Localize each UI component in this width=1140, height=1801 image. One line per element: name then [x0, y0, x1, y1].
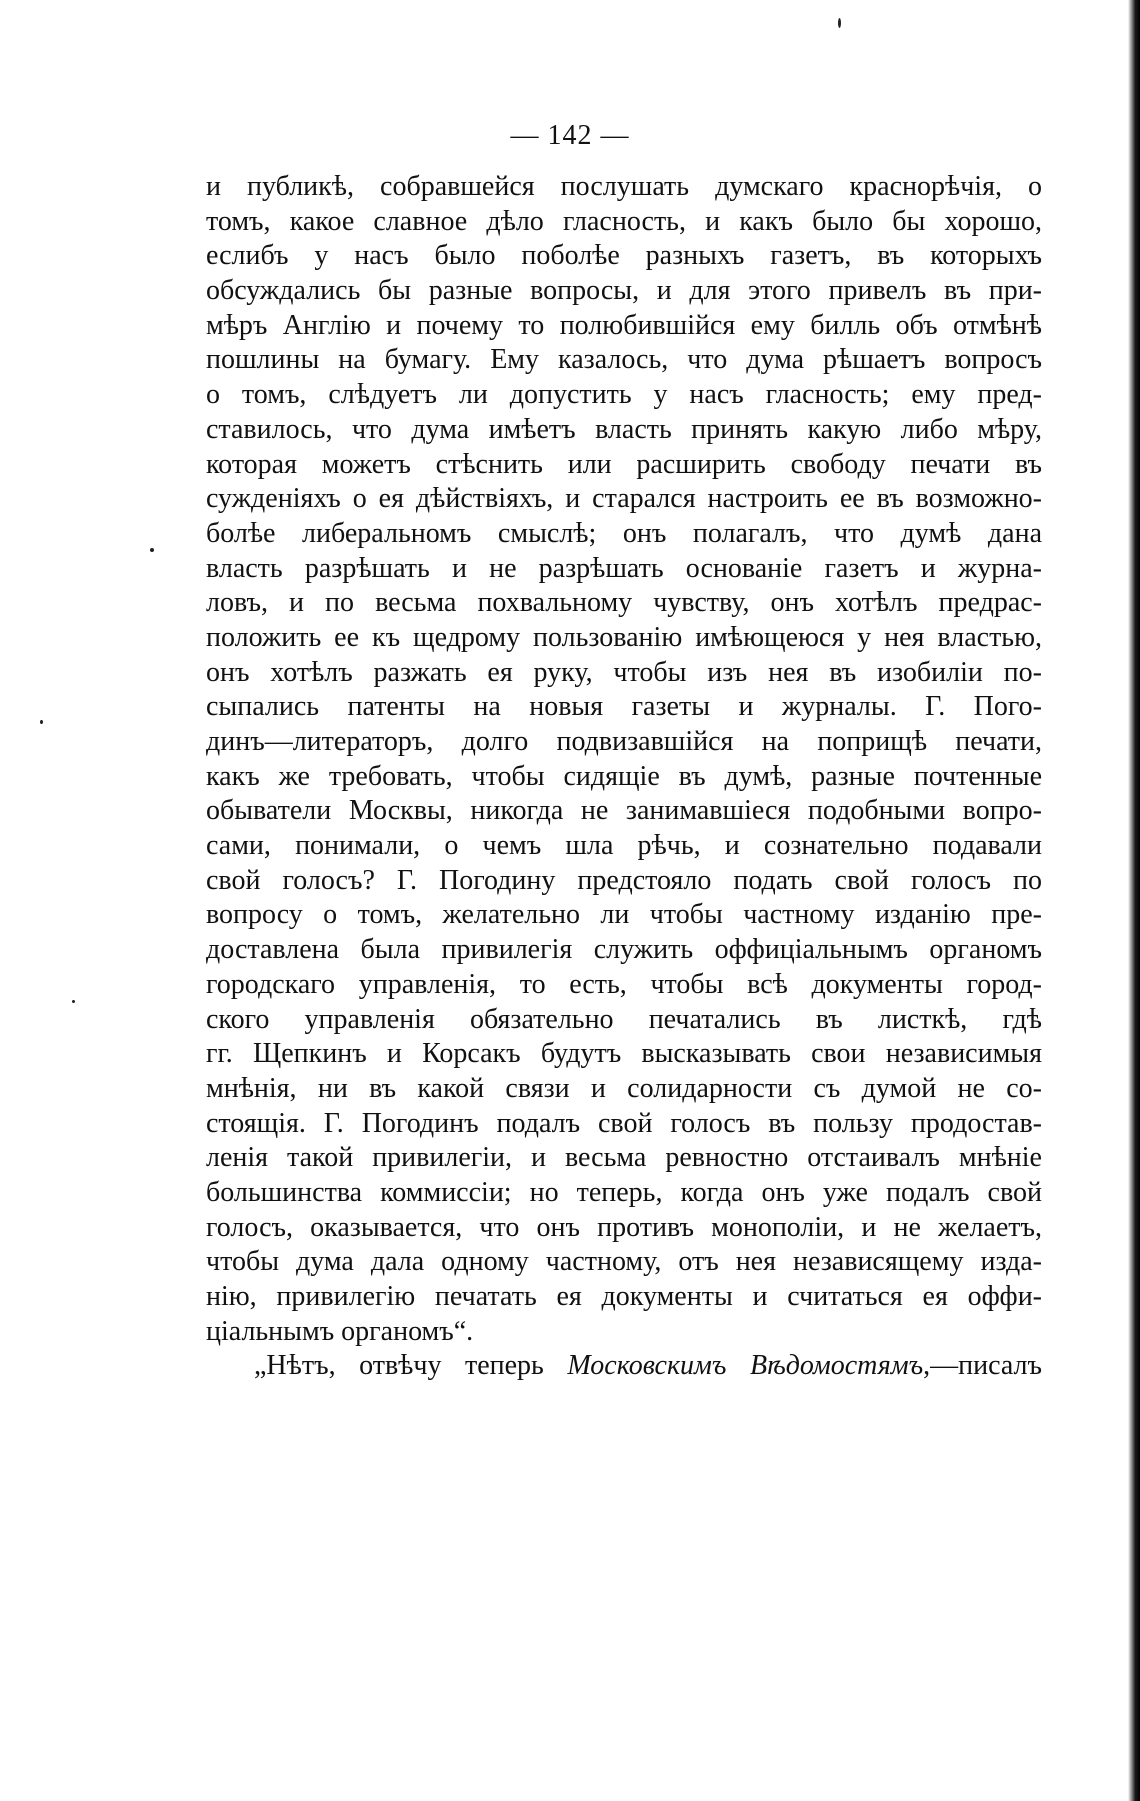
text-line: болѣе либеральномъ смыслѣ; онъ полагалъ, что думѣ дана	[206, 517, 1042, 549]
text-line: доставлена была привилегія служить оффиціальнымъ органомъ	[206, 934, 1042, 966]
text-line: власть разрѣшать и не разрѣшать основаніе газетъ и журна-	[206, 552, 1042, 584]
newspaper-title: Московскимъ Вѣдомостямъ	[567, 1350, 924, 1382]
text-line: ціальнымъ органомъ“.	[206, 1315, 474, 1347]
text-line: сами, понимали, о чемъ шла рѣчь, и сознательно подавали	[206, 830, 1042, 862]
text-line: мѣръ Англію и почему то полюбившійся ему билль объ отмѣнѣ	[206, 309, 1042, 341]
text-line: нію, привилегію печатать ея документы и считаться ея оффи-	[206, 1281, 1042, 1312]
text-line: стоящія. Г. Погодинъ подалъ свой голосъ въ пользу продостав-	[206, 1107, 1042, 1139]
text-line: сужденіяхъ о ея дѣйствіяхъ, и старался настроить ее въ возможно-	[206, 483, 1042, 515]
text-line: какъ же требовать, чтобы сидящіе въ думѣ, разные почтенные	[206, 760, 1042, 792]
scan-speck	[72, 1000, 75, 1003]
text-line: динъ—литераторъ, долго подвизавшійся на поприщѣ печати,	[206, 726, 1042, 757]
final-line	[206, 1349, 1042, 1384]
page-number: — 142 —	[510, 120, 630, 151]
text-line: ловъ, и по весьма похвальному чувству, онъ хотѣлъ предрас-	[206, 587, 1042, 619]
text-line: гг. Щепкинъ и Корсакъ будутъ высказывать свои независимыя	[206, 1038, 1042, 1070]
text-line: чтобы дума дала одному частному, отъ нея независящему изда-	[206, 1246, 1042, 1278]
text-body	[206, 170, 1042, 1384]
text-line: городскаго управленія, то есть, чтобы всѣ документы город-	[206, 968, 1042, 1000]
final-line-end: ,—писалъ	[923, 1350, 1042, 1382]
text-line: о томъ, слѣдуетъ ли допустить у насъ гласность; ему пред-	[206, 379, 1042, 411]
final-line-start: „Нѣтъ, отвѣчу теперь	[254, 1350, 568, 1382]
text-line: которая можетъ стѣснить или расширить свободу печати въ	[206, 448, 1042, 480]
text-line: ского управленія обязательно печатались въ листкѣ, гдѣ	[206, 1003, 1042, 1035]
text-line: еслибъ у насъ было поболѣе разныхъ газетъ, въ которыхъ	[206, 240, 1042, 272]
text-line: и публикѣ, собравшейся послушать думскаго краснорѣчія, о	[206, 171, 1042, 202]
scan-speck	[40, 720, 43, 724]
text-line: пошлины на бумагу. Ему казалось, что дума рѣшаетъ вопросъ	[206, 344, 1042, 376]
text-line: онъ хотѣлъ разжать ея руку, чтобы изъ нея въ изобиліи по-	[206, 656, 1042, 688]
text-line: голосъ, оказывается, что онъ противъ монополіи, и не желаетъ,	[206, 1211, 1042, 1243]
text-line: вопросу о томъ, желательно ли чтобы частному изданію пре-	[206, 899, 1042, 931]
text-line: большинства коммиссіи; но теперь, когда онъ уже подалъ свой	[206, 1176, 1042, 1208]
text-line: обыватели Москвы, никогда не занимавшіеся подобными вопро-	[206, 795, 1042, 827]
text-line: свой голосъ? Г. Погодину предстояло подать свой голосъ по	[206, 864, 1042, 896]
text-line: положить ее къ щедрому пользованію имѣющеюся у нея властью,	[206, 621, 1042, 653]
text-line: томъ, какое славное дѣло гласность, и какъ было бы хорошо,	[206, 205, 1042, 237]
scan-speck	[150, 548, 154, 552]
scan-edge	[1128, 0, 1140, 1801]
text-line: обсуждались бы разные вопросы, и для этого привелъ въ при-	[206, 275, 1042, 307]
scan-speck	[838, 18, 841, 28]
text-line: мнѣнія, ни въ какой связи и солидарности съ думой не со-	[206, 1072, 1042, 1104]
text-line: сыпались патенты на новыя газеты и журналы. Г. Пого-	[206, 691, 1042, 723]
text-line: ставилось, что дума имѣетъ власть принять какую либо мѣру,	[206, 413, 1042, 445]
text-line: ленія такой привилегіи, и весьма ревностно отстаивалъ мнѣніе	[206, 1142, 1042, 1174]
